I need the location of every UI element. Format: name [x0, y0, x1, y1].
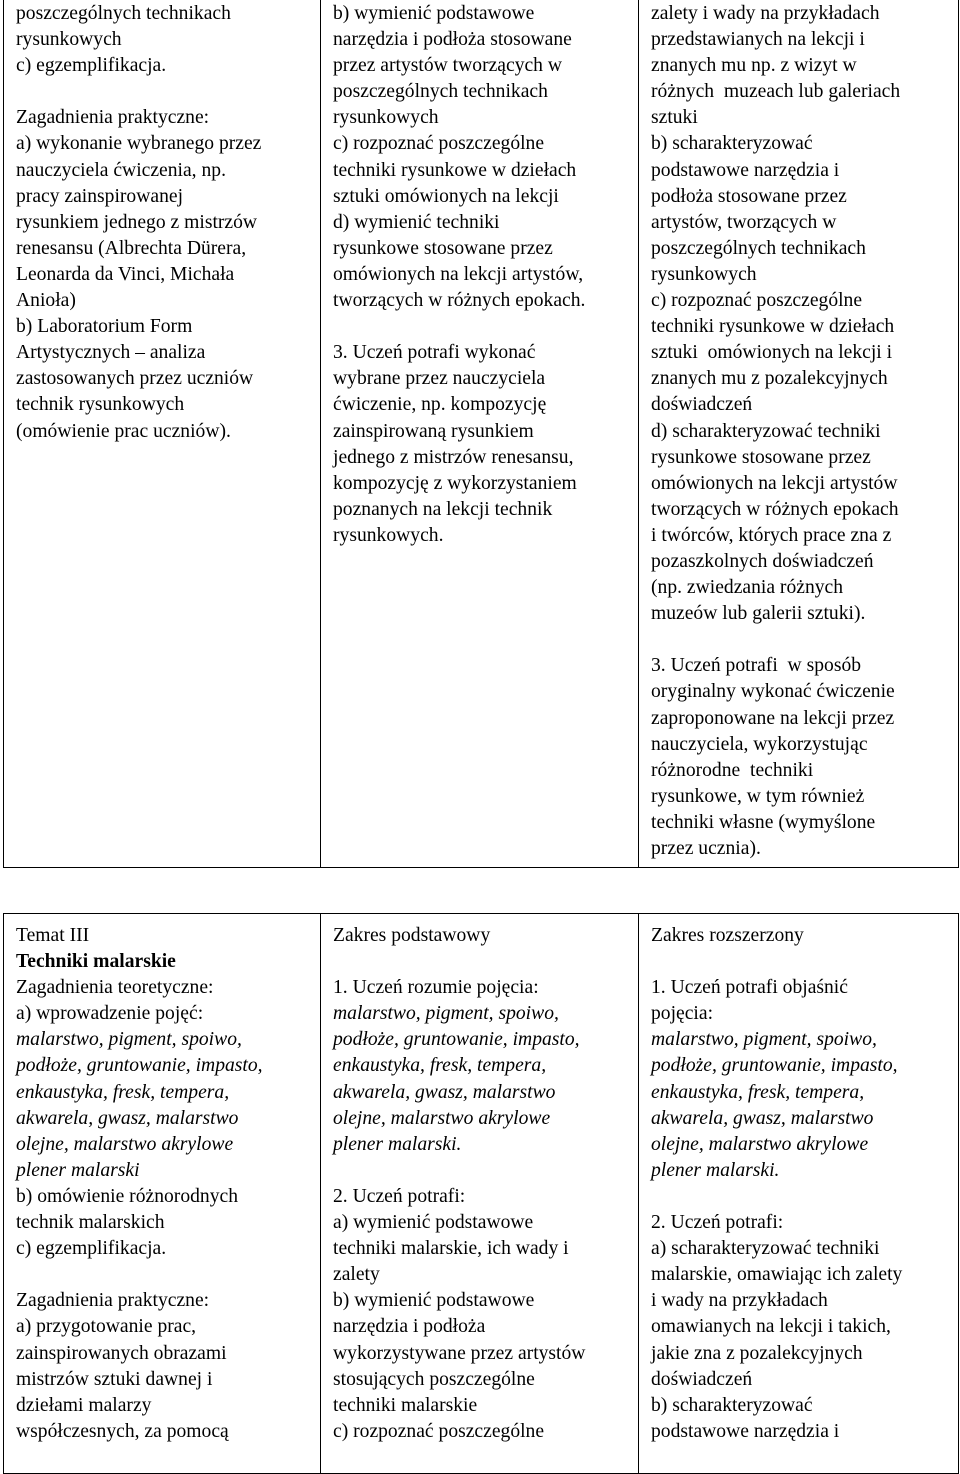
text-line: malarstwo, pigment, spoiwo,: [16, 1029, 242, 1051]
text-line: Zagadnienia teoretyczne:: [16, 977, 214, 999]
text-line: zainspirowaną rysunkiem: [333, 420, 534, 442]
text-line: kompozycję z wykorzystaniem: [333, 472, 577, 494]
text-line: plener malarski.: [651, 1159, 780, 1181]
text-line: techniki rysunkowe w dziełach: [333, 159, 577, 181]
text-line: sztuki omówionych na lekcji i: [651, 342, 893, 364]
text-line: akwarela, gwasz, malarstwo: [333, 1081, 556, 1103]
text-line: różnorodne techniki: [651, 759, 814, 781]
text-line: 2. Uczeń potrafi:: [333, 1185, 466, 1207]
basic-scope-column-cell: [321, 914, 639, 1474]
text-line: podłoża stosowane przez: [651, 185, 847, 207]
extended-scope-column-cell: [639, 0, 959, 868]
text-line: Artystycznych – analiza: [16, 342, 206, 364]
table-row: [4, 914, 959, 1474]
blank-line: [651, 627, 954, 653]
text-line: Temat III: [16, 925, 90, 946]
cell-text: [4, 0, 320, 445]
text-line: dziełami malarzy: [16, 1394, 152, 1416]
cell-text: [639, 914, 958, 1445]
table-row: [4, 0, 959, 868]
text-line: (np. zwiedzania różnych: [651, 577, 844, 599]
text-line: współczesnych, za pomocą: [16, 1420, 229, 1442]
text-line: plener malarski: [16, 1159, 140, 1181]
text-line: omówionych na lekcji artystów: [651, 472, 898, 494]
text-line: Zakres rozszerzony: [651, 925, 804, 946]
cell-text: [321, 914, 638, 1445]
text-line: ćwiczenie, np. kompozycję: [333, 394, 547, 416]
text-line: Zagadnienia praktyczne:: [16, 1290, 210, 1312]
text-line: renesansu (Albrechta Dürera,: [16, 237, 247, 259]
text-line: a) scharakteryzować techniki: [651, 1238, 880, 1260]
text-line: podstawowe narzędzia i: [651, 159, 840, 181]
text-line: akwarela, gwasz, malarstwo: [16, 1107, 239, 1129]
cell-text: [639, 0, 958, 862]
text-line: pozaszkolnych doświadczeń: [651, 550, 874, 572]
text-line: artystów, tworzących w: [651, 211, 837, 233]
text-line: malarstwo, pigment, spoiwo,: [333, 1003, 559, 1025]
text-line: b) omówienie różnorodnych: [16, 1185, 238, 1207]
text-line: a) wymienić podstawowe: [333, 1212, 534, 1234]
text-line: d) scharakteryzować techniki: [651, 420, 881, 442]
text-line: sztuki omówionych na lekcji: [333, 185, 559, 207]
text-line: poszczególnych technikach: [16, 3, 231, 24]
text-line: olejne, malarstwo akrylowe: [16, 1133, 234, 1155]
extended-scope-column-cell: [639, 914, 959, 1474]
text-line: malarskie, omawiając ich zalety: [651, 1264, 903, 1286]
text-line: narzędzia i podłoża: [333, 1316, 486, 1338]
text-line: techniki malarskie: [333, 1394, 478, 1416]
text-line: 1. Uczeń potrafi objaśnić: [651, 977, 848, 999]
text-line: przedstawianych na lekcji i: [651, 29, 865, 51]
text-line: omówionych na lekcji artystów,: [333, 263, 584, 285]
blank-line: [333, 1158, 634, 1184]
text-line: doświadczeń: [651, 1368, 753, 1390]
text-line: sztuki: [651, 107, 698, 129]
text-line: enkaustyka, fresk, tempera,: [651, 1081, 865, 1103]
text-line: b) wymienić podstawowe: [333, 1290, 535, 1312]
text-line: a) wykonanie wybranego przez: [16, 133, 262, 155]
text-line: techniki malarskie, ich wady i: [333, 1238, 569, 1260]
basic-scope-column-cell: [321, 0, 639, 868]
text-line: pojęcia:: [651, 1003, 714, 1025]
text-line: Anioła): [16, 290, 76, 312]
text-line: b) wymienić podstawowe: [333, 3, 535, 24]
text-line: a) przygotowanie prac,: [16, 1316, 197, 1338]
text-line: c) rozpoznać poszczególne: [333, 1420, 545, 1442]
text-line: 2. Uczeń potrafi:: [651, 1212, 784, 1234]
text-line: rysunkowych: [651, 263, 757, 285]
text-line: c) rozpoznać poszczególne: [651, 290, 863, 312]
text-line: b) scharakteryzować: [651, 133, 813, 155]
text-line: zainspirowanych obrazami: [16, 1342, 227, 1364]
text-line: i wady na przykładach: [651, 1290, 828, 1312]
text-line: tworzących w różnych epokach.: [333, 290, 586, 312]
text-line: a) wprowadzenie pojęć:: [16, 1003, 204, 1025]
text-line: tworzących w różnych epokach: [651, 498, 899, 520]
text-line: enkaustyka, fresk, tempera,: [333, 1055, 547, 1077]
text-line: 3. Uczeń potrafi w sposób: [651, 655, 862, 677]
text-line: 1. Uczeń rozumie pojęcia:: [333, 977, 539, 999]
text-line: mistrzów sztuki dawnej i: [16, 1368, 213, 1390]
text-line: różnych muzeach lub galeriach: [651, 81, 901, 103]
text-line: zalety: [333, 1264, 380, 1286]
curriculum-table-continued: [3, 0, 959, 868]
text-line: muzeów lub galerii sztuki).: [651, 603, 866, 625]
text-line: oryginalny wykonać ćwiczenie: [651, 681, 895, 703]
text-line: jednego z mistrzów renesansu,: [333, 446, 574, 468]
text-line: poszczególnych technikach: [333, 81, 548, 103]
text-line: technik malarskich: [16, 1212, 165, 1234]
text-line: podłoże, gruntowanie, impasto,: [651, 1055, 898, 1077]
text-line: pracy zainspirowanej: [16, 185, 184, 207]
text-line: podłoże, gruntowanie, impasto,: [333, 1029, 580, 1051]
text-line: przez artystów tworzących w: [333, 55, 563, 77]
text-line: i twórców, których prace zna z: [651, 524, 892, 546]
cell-text: [4, 914, 320, 1445]
text-line: olejne, malarstwo akrylowe: [651, 1133, 869, 1155]
text-line: zaproponowane na lekcji przez: [651, 707, 895, 729]
blank-line: [16, 1262, 316, 1288]
text-line: technik rysunkowych: [16, 394, 185, 416]
text-line: Zakres podstawowy: [333, 925, 491, 946]
blank-line: [651, 949, 954, 975]
text-line: 3. Uczeń potrafi wykonać: [333, 342, 536, 364]
text-line: b) Laboratorium Form: [16, 316, 193, 338]
text-line: nauczyciela, wykorzystując: [651, 733, 868, 755]
text-line: Techniki malarskie: [16, 951, 176, 973]
text-line: stosujących poszczególne: [333, 1368, 535, 1390]
text-line: poznanych na lekcji technik: [333, 498, 553, 520]
text-line: rysunkowe, w tym również: [651, 785, 865, 807]
text-line: malarstwo, pigment, spoiwo,: [651, 1029, 877, 1051]
text-line: Leonarda da Vinci, Michała: [16, 263, 235, 285]
text-line: rysunkowe stosowane przez: [651, 446, 871, 468]
text-line: przez ucznia).: [651, 838, 761, 859]
blank-line: [333, 314, 634, 340]
blank-line: [651, 1184, 954, 1210]
text-line: jakie zna z pozalekcyjnych: [651, 1342, 863, 1364]
text-line: b) scharakteryzować: [651, 1394, 813, 1416]
text-line: rysunkowych: [16, 29, 122, 51]
text-line: techniki rysunkowe w dziełach: [651, 316, 895, 338]
text-line: zalety i wady na przykładach: [651, 3, 880, 24]
cell-text: [321, 0, 638, 549]
text-line: rysunkiem jednego z mistrzów: [16, 211, 258, 233]
text-line: (omówienie prac uczniów).: [16, 420, 231, 442]
text-line: znanych mu z pozalekcyjnych: [651, 368, 888, 390]
text-line: enkaustyka, fresk, tempera,: [16, 1081, 230, 1103]
text-line: nauczyciela ćwiczenia, np.: [16, 159, 226, 181]
text-line: Zagadnienia praktyczne:: [16, 107, 210, 129]
text-line: wybrane przez nauczyciela: [333, 368, 546, 390]
text-line: rysunkowe stosowane przez: [333, 237, 553, 259]
topic-column-cell: [4, 914, 321, 1474]
text-line: c) egzemplifikacja.: [16, 55, 167, 77]
text-line: podstawowe narzędzia i: [651, 1420, 840, 1442]
text-line: plener malarski.: [333, 1133, 462, 1155]
text-line: wykorzystywane przez artystów: [333, 1342, 586, 1364]
text-line: techniki własne (wymyślone: [651, 811, 876, 833]
text-line: c) rozpoznać poszczególne: [333, 133, 545, 155]
text-line: zastosowanych przez uczniów: [16, 368, 254, 390]
text-line: d) wymienić techniki: [333, 211, 500, 233]
topic-column-cell: [4, 0, 321, 868]
text-line: poszczególnych technikach: [651, 237, 866, 259]
blank-line: [16, 79, 316, 105]
text-line: omawianych na lekcji i takich,: [651, 1316, 891, 1338]
text-line: doświadczeń: [651, 394, 753, 416]
text-line: podłoże, gruntowanie, impasto,: [16, 1055, 263, 1077]
text-line: akwarela, gwasz, malarstwo: [651, 1107, 874, 1129]
text-line: rysunkowych.: [333, 524, 444, 546]
text-line: c) egzemplifikacja.: [16, 1238, 167, 1260]
text-line: narzędzia i podłoża stosowane: [333, 29, 572, 51]
curriculum-table-topic-3: [3, 913, 959, 1474]
text-line: znanych mu np. z wizyt w: [651, 55, 857, 77]
blank-line: [333, 949, 634, 975]
text-line: olejne, malarstwo akrylowe: [333, 1107, 551, 1129]
text-line: rysunkowych: [333, 107, 439, 129]
